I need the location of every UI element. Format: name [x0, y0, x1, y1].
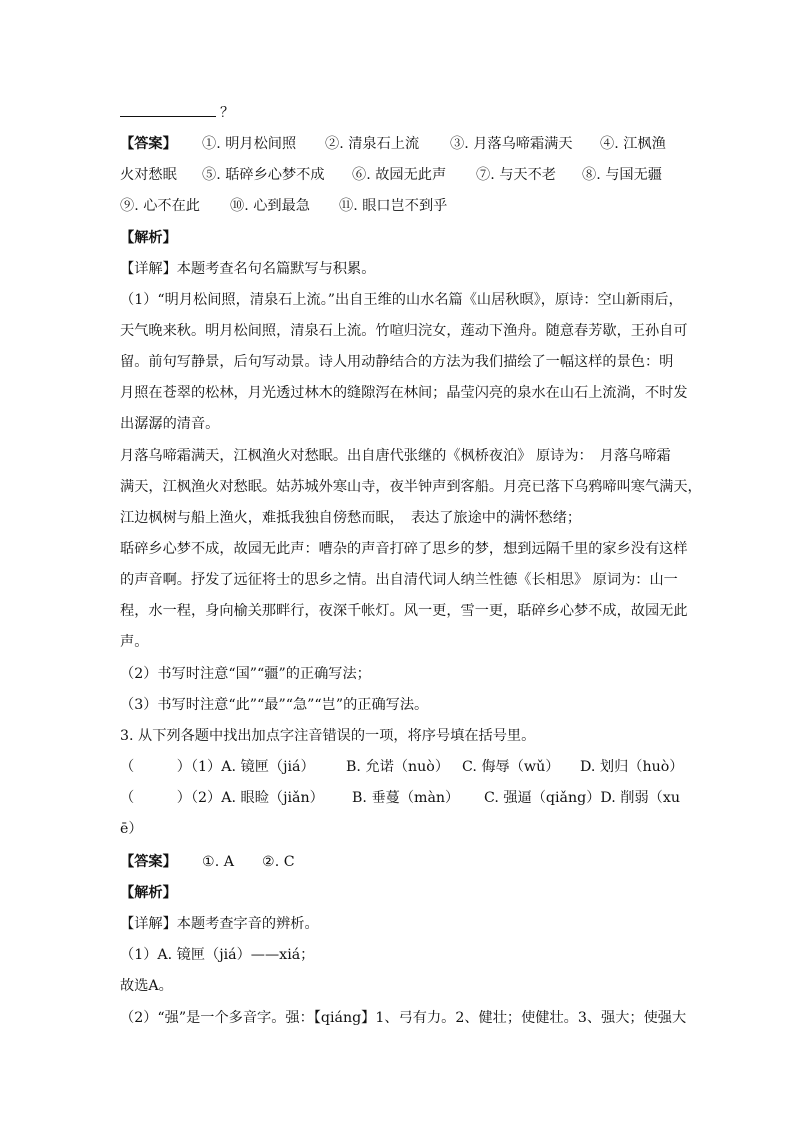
answer-item: ⑦. 与天不老: [476, 167, 556, 183]
answer-item: ⑤. 聒碎乡心梦不成: [202, 167, 325, 183]
answer-item: ④. 江枫渔: [600, 136, 666, 152]
answer-item: ⑥. 故园无此声: [352, 167, 447, 183]
answer-row: [120, 852, 676, 872]
option-wrap: ē）: [120, 821, 143, 837]
analysis-line: 聒碎乡心梦不成，故园无此声：嘈杂的声音打碎了思乡的梦，想到远隔千里的家乡没有这样: [120, 541, 688, 557]
question-mark: ？: [220, 105, 235, 121]
analysis-line: 的声音啊。抒发了远征将士的思乡之情。出自清代词人纳兰性德《长相思》 原词为：山一: [120, 572, 678, 588]
answer-row-1: [120, 134, 676, 154]
answer-row-2: [120, 165, 676, 185]
option: B. 垂蔓（màn）: [352, 790, 460, 806]
answer-item: ③. 月落乌啼霜满天: [450, 136, 573, 152]
analysis-line: 月落乌啼霜满天，江枫渔火对愁眠。出自唐代张继的《枫桥夜泊》 原诗为： 月落乌啼霜: [120, 448, 671, 464]
analysis-line: 满天，江枫渔火对愁眠。姑苏城外寒山寺，夜半钟声到客船。月亮已落下乌鸦啼叫寒气满天，: [120, 479, 702, 495]
analysis-line: 声。: [120, 634, 149, 650]
option: C. 强逼（qiǎng）D. 削弱（xu: [484, 790, 681, 806]
answer-item: ⑩. 心到最急: [230, 198, 310, 214]
analysis-line: 天气晚来秋。明月松间照，清泉石上流。竹喧归浣女，莲动下渔舟。随意春芳歇，王孙自可: [120, 323, 688, 339]
answer-blank: [120, 102, 216, 117]
answer-item: ②. C: [262, 854, 295, 870]
answer-item: ⑪. 眼口岂不到乎: [339, 198, 448, 214]
analysis-line: 程，水一程，身向榆关那畔行，夜深千帐灯。风一更，雪一更，聒碎乡心梦不成，故园无此: [120, 603, 688, 619]
question-option-row-1: [120, 757, 684, 777]
analysis-line: 出潺潺的清音。: [120, 416, 220, 432]
option: D. 划归（huò）: [580, 759, 684, 775]
fill-blank-line: [120, 102, 676, 123]
analysis-line: （1）A. 镜匣（jiá）——xiá；: [120, 947, 315, 963]
analysis-tag: 【解析】: [120, 885, 177, 901]
analysis-line: 【详解】本题考查名句名篇默写与积累。: [120, 261, 376, 277]
question-option-row-2: [120, 788, 681, 808]
option: B. 允诺（nuò）: [346, 759, 450, 775]
analysis-line: （1）“明月松间照，清泉石上流。”出自王维的山水名篇《山居秋暝》，原诗：空山新雨后，: [120, 292, 683, 308]
analysis-line: （3）书写时注意“此”“最”“急”“岂”的正确写法。: [120, 697, 429, 713]
answer-item: ②. 清泉石上流: [325, 136, 420, 152]
answer-row-3: [120, 196, 676, 216]
analysis-line: （2）“强”是一个多音字。强：【qiáng】1、弓有力。2、健壮；使健壮。3、强大；使强大: [120, 1010, 687, 1026]
option: C. 侮辱（wǔ）: [462, 759, 560, 775]
analysis-line: 江边枫树与船上渔火，难抵我独自傍愁而眠， 表达了旅途中的满怀愁绪；: [120, 510, 582, 526]
option: （ ）（2）A. 眼睑（jiǎn）: [120, 790, 324, 806]
analysis-line: 留。前句写静景，后句写动景。诗人用动静结合的方法为我们描绘了一幅这样的景色：明: [120, 354, 674, 370]
answer-item: ⑧. 与国无疆: [582, 167, 662, 183]
answer-tag: 【答案】: [120, 136, 177, 152]
analysis-line: 【详解】本题考查字音的辨析。: [120, 916, 319, 932]
analysis-tag: 【解析】: [120, 230, 177, 246]
analysis-line: 故选A。: [120, 978, 173, 994]
analysis-line: 月照在苍翠的松林，月光透过林木的缝隙泻在林间；晶莹闪亮的泉水在山石上流淌，不时发: [120, 385, 688, 401]
answer-item: ⑨. 心不在此: [120, 198, 200, 214]
analysis-line: （2）书写时注意“国”“疆”的正确写法；: [120, 666, 371, 682]
option: （ ）（1）A. 镜匣（jiá）: [120, 759, 315, 775]
answer-item: ①. A: [202, 854, 234, 870]
answer-tag: 【答案】: [120, 854, 177, 870]
answer-item: ①. 明月松间照: [202, 136, 297, 152]
question-stem: 3. 从下列各题中找出加点字注音错误的一项，将序号填在括号里。: [120, 728, 536, 744]
answer-item: 火对愁眠: [120, 167, 177, 183]
